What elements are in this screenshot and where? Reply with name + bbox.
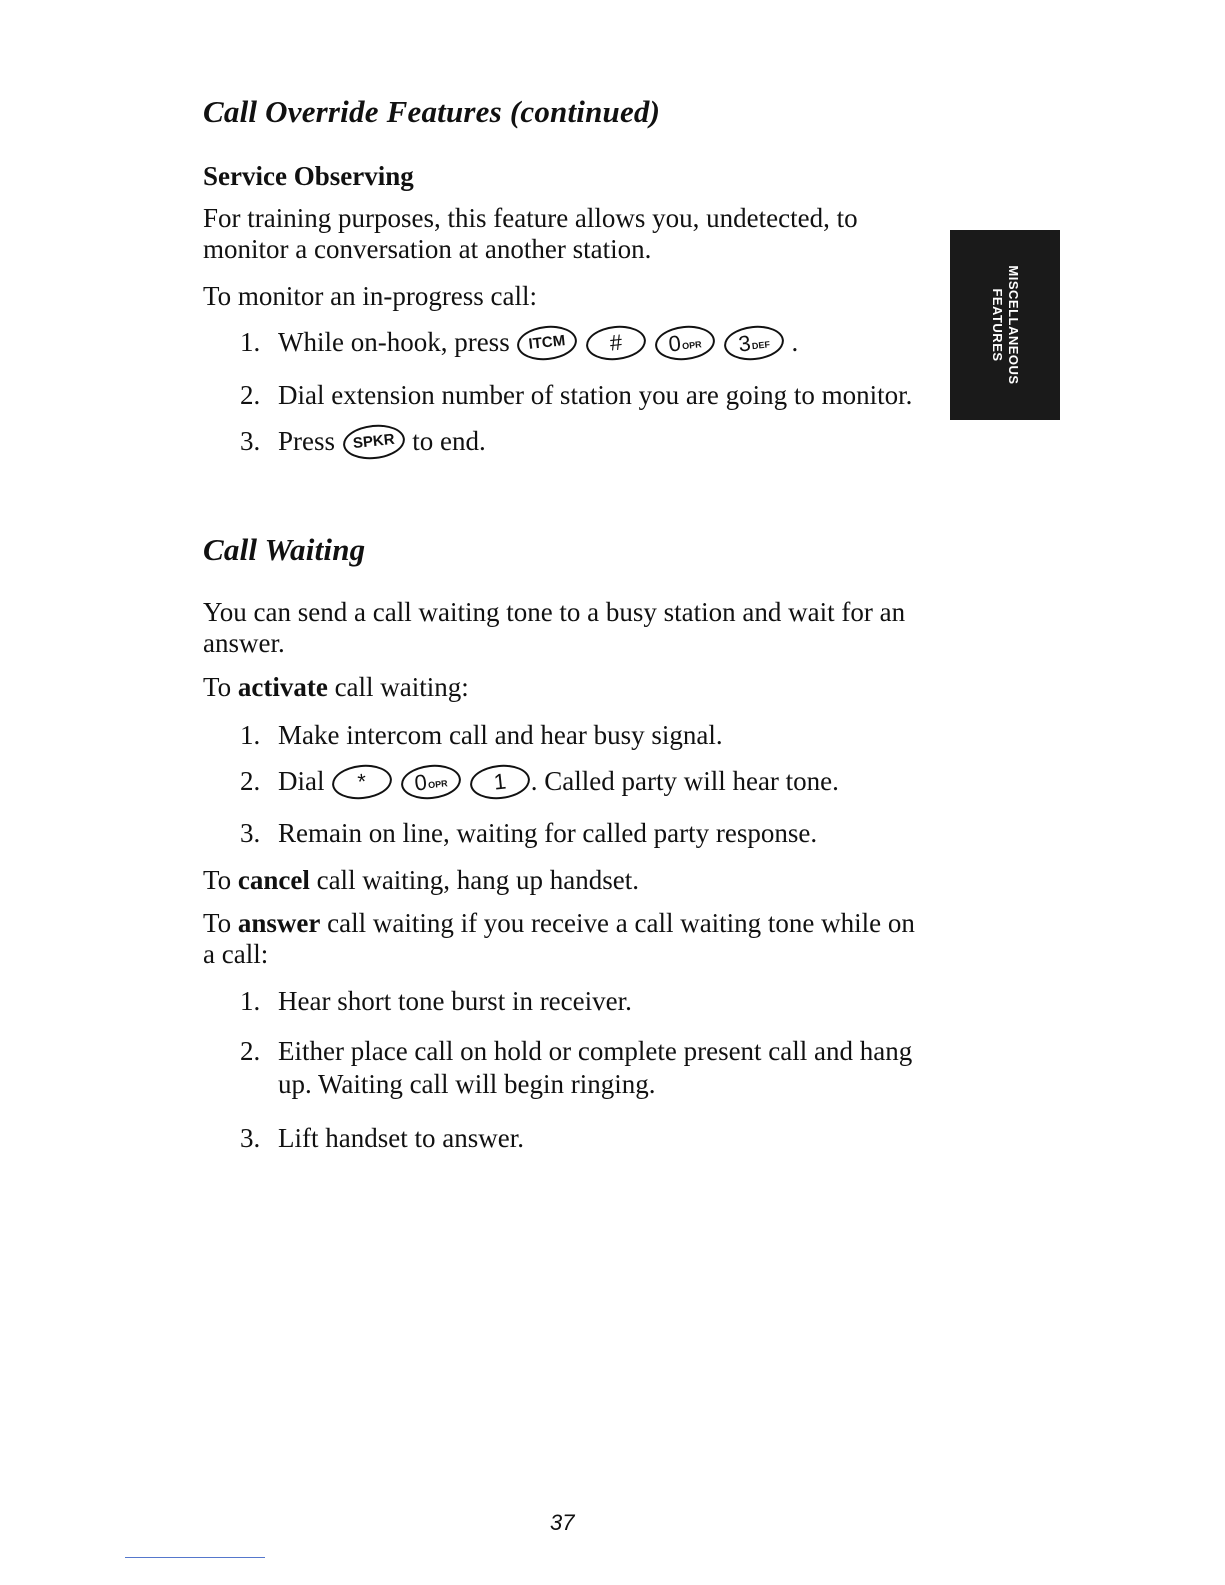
so-step-3: 3. Press SPKR to end. bbox=[240, 425, 930, 461]
section-heading-override: Call Override Features (continued) bbox=[203, 94, 661, 129]
cancel-instruction: To cancel call waiting, hang up handset. bbox=[203, 865, 640, 895]
zero-opr-key-icon: 0OPR bbox=[653, 323, 716, 363]
cw-activate-step-3: 3. Remain on line, waiting for called party response. bbox=[240, 818, 818, 848]
side-tab-label: MISCELLANEOUS FEATURES bbox=[990, 265, 1021, 385]
call-waiting-intro: You can send a call waiting tone to a busy station and wait for an answer. bbox=[203, 597, 906, 658]
section-side-tab bbox=[950, 230, 1060, 420]
itcm-key-icon: ITCM bbox=[516, 323, 579, 363]
service-observing-lead: To monitor an in-progress call: bbox=[203, 281, 538, 311]
so-step-1: 1. While on-hook, press ITCM # 0OPR 3DEF . bbox=[240, 326, 930, 362]
zero-opr-key-icon: 0OPR bbox=[399, 762, 462, 802]
activate-lead: To activate call waiting: bbox=[203, 672, 469, 702]
cw-answer-step-2: 2. Either place call on hold or complete present call and hang up. Waiting call will begin ringing. bbox=[240, 1036, 913, 1099]
so-step-2: 2. Dial extension number of station you are going to monitor. bbox=[240, 380, 913, 410]
one-key-icon: 1 bbox=[468, 762, 531, 802]
service-observing-intro: For training purposes, this feature allows you, undetected, to monitor a conversation at another station. bbox=[203, 203, 858, 264]
cw-activate-step-1: 1. Make intercom call and hear busy signal. bbox=[240, 720, 723, 750]
footer-rule bbox=[125, 1557, 265, 1558]
answer-lead: To answer call waiting if you receive a call waiting tone while on a call: bbox=[203, 908, 915, 969]
cw-answer-step-1: 1. Hear short tone burst in receiver. bbox=[240, 986, 632, 1016]
section-heading-call-waiting: Call Waiting bbox=[203, 532, 366, 567]
subheading-service-observing: Service Observing bbox=[203, 161, 414, 191]
pound-key-icon: # bbox=[585, 323, 648, 363]
cw-activate-step-2: 2. Dial * 0OPR 1 . Called party will hear tone. bbox=[240, 765, 930, 801]
spkr-key-icon: SPKR bbox=[341, 422, 406, 462]
three-def-key-icon: 3DEF bbox=[722, 323, 785, 363]
star-key-icon: * bbox=[331, 762, 394, 802]
cw-answer-step-3: 3. Lift handset to answer. bbox=[240, 1123, 524, 1153]
page-number: 37 bbox=[550, 1510, 575, 1535]
